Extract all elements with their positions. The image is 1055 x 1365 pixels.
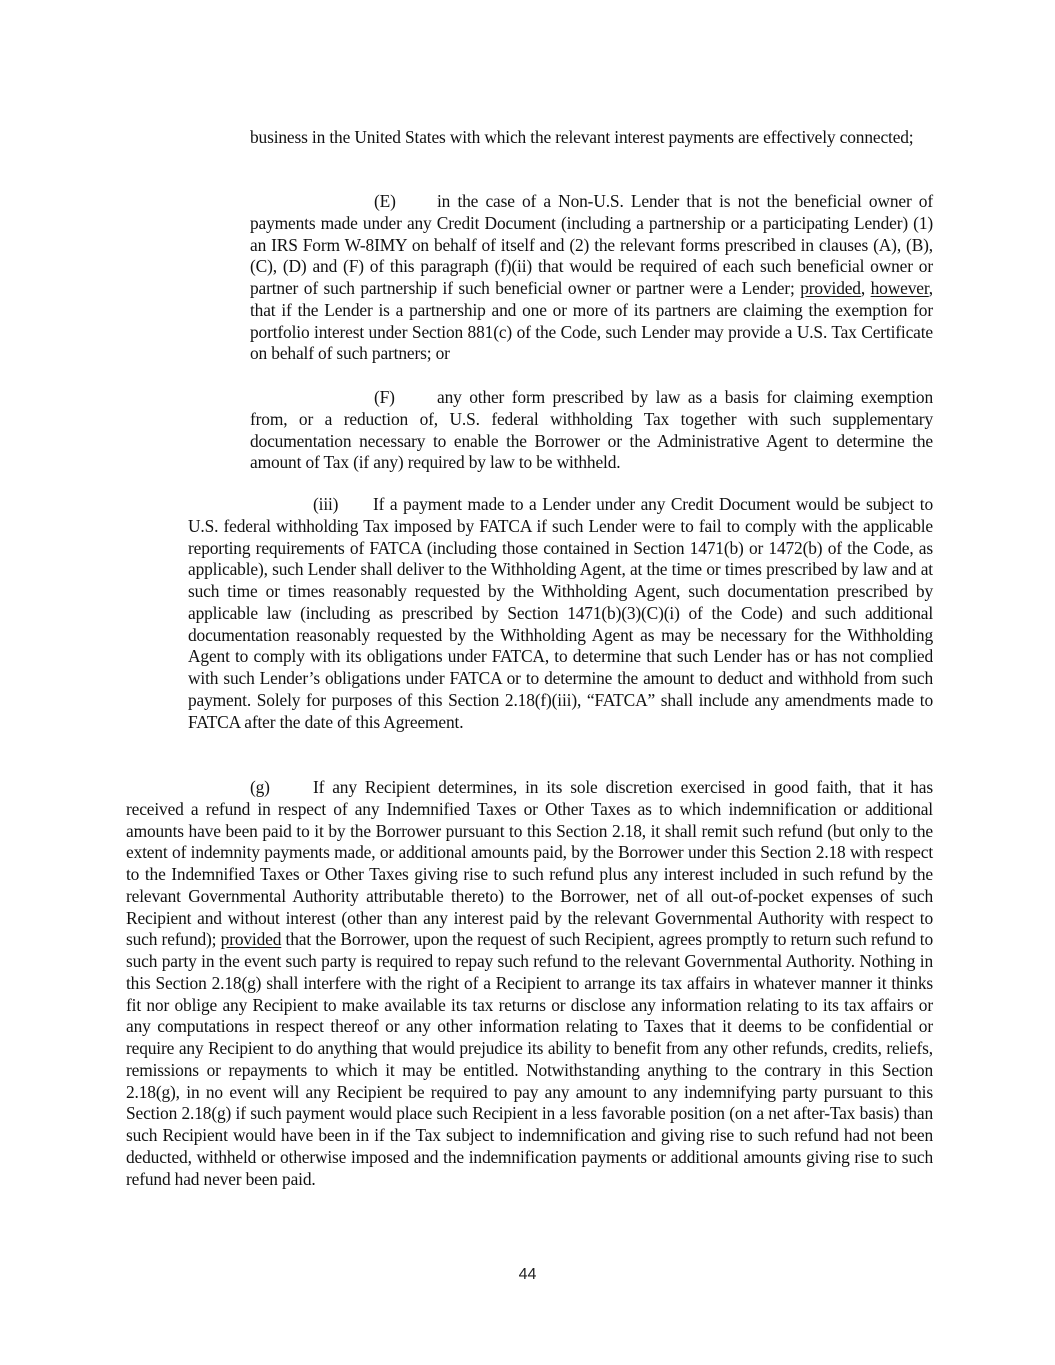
- clause-text: If any Recipient determines, in its sole discretion exercised in good faith, that it has received a refund in respect of any Indemnified Taxes or Other Taxes as to which indemnification or additional amounts have been paid to it by the Borrower pursuant to this Section 2.18, it shall remit such refund (but only to the extent of indemnity payments made, or additional amounts paid, by the Borrower under this Section 2.18 with respect to the Indemnified Taxes or Other Taxes giving rise to such refund plus any interest included in such refund by the relevant Governmental Authority attributable thereto) to the Borrower, net of all out-of-pocket expenses of such Recipient and without interest (other than any interest paid by the relevant Governmental Authority with respect to such refund);: [126, 777, 933, 950]
- paragraph-clause-iii: [188, 494, 933, 733]
- clause-text: in the case of a Non-U.S. Lender that is not the beneficial owner of payments made under any Credit Document (including a partnership or a participating Lender) (1) an IRS Form W-8IMY on behalf of itself and (2) the relevant forms prescribed in clauses (A), (B), (C), (D) and (F) of this paragraph (f)(ii) that would be required of each such beneficial owner or partner of such partnership if such beneficial owner or partner were a Lender;: [250, 191, 933, 298]
- clause-text: If a payment made to a Lender under any Credit Document would be subject to U.S. federal withholding Tax imposed by FATCA if such Lender were to fail to comply with the applicable reporting requirements of FATCA (including those contained in Section 1471(b) or 1472(b) of the Code, as applicable), such Lender shall deliver to the Withholding Agent, at the time or times prescribed by law and at such time or times reasonably requested by the Withholding Agent, such documentation prescribed by applicable law (including as prescribed by Section 1471(b)(3)(C)(i) of the Code) and such additional documentation reasonably requested by the Withholding Agent as may be necessary for the Withholding Agent to comply with its obligations under FATCA, to determine that such Lender has or has not complied with such Lender’s obligations under FATCA or to determine the amount to deduct and withhold from such payment. Solely for purposes of this Section 2.18(f)(iii), “FATCA” shall include any amendments made to FATCA after the date of this Agreement.: [188, 494, 933, 732]
- underlined-term-provided: provided: [220, 929, 282, 950]
- clause-label: (g): [250, 777, 270, 797]
- page-number: 44: [518, 1266, 537, 1283]
- clause-text-cont: that the Borrower, upon the request of such Recipient, agrees promptly to return such refund to such party in the event such party is required to repay such refund to the relevant Governmental Authority. Nothing in this Section 2.18(g) shall interfere with the right of a Recipient to arrange its tax affairs in whatever manner it thinks fit nor oblige any Recipient to make available its tax returns or disclose any information relating to its tax affairs or any computations in respect thereof or any other information relating to Taxes that it deems to be confidential or require any Recipient to do anything that would prejudice its ability to benefit from any other refunds, credits, reliefs, remissions or repayments to which it may be entitled. Notwithstanding anything to the contrary in this Section 2.18(g), in no event will any Recipient be required to pay any amount to any indemnifying party pursuant to this Section 2.18(g) if such payment would place such Recipient in a less favorable position (on a net after-Tax basis) than such Recipient would have been in if the Tax subject to indemnification and giving rise to such refund had not been deducted, withheld or otherwise imposed and the indemnification payments or additional amounts giving rise to such refund had never been paid.: [126, 929, 933, 1189]
- clause-label: (iii): [313, 494, 339, 514]
- paragraph-continuation: [250, 127, 933, 149]
- paragraph-clause-e: [250, 191, 933, 365]
- underlined-term-however: however: [870, 278, 929, 298]
- continuation-text: business in the United States with which the relevant interest payments are effectively connected;: [250, 127, 914, 147]
- separator: ,: [860, 278, 871, 298]
- clause-label: (F): [374, 387, 395, 407]
- underlined-term-provided: provided: [800, 278, 861, 298]
- paragraph-clause-g: [126, 777, 933, 1190]
- clause-text: any other form prescribed by law as a basis for claiming exemption from, or a reduction of, U.S. federal withholding Tax together with such supplementary documentation necessary to enable the Borrower or the Administrative Agent to determine the amount of Tax (if any) required by law to be withheld.: [250, 387, 933, 473]
- paragraph-clause-f: [250, 387, 933, 474]
- clause-text-cont: , that if the Lender is a partnership and one or more of its partners are claiming the exemption for portfolio interest under Section 881(c) of the Code, such Lender may provide a U.S. Tax Certificate on behalf of such partners; or: [250, 278, 933, 364]
- clause-label: (E): [374, 191, 396, 211]
